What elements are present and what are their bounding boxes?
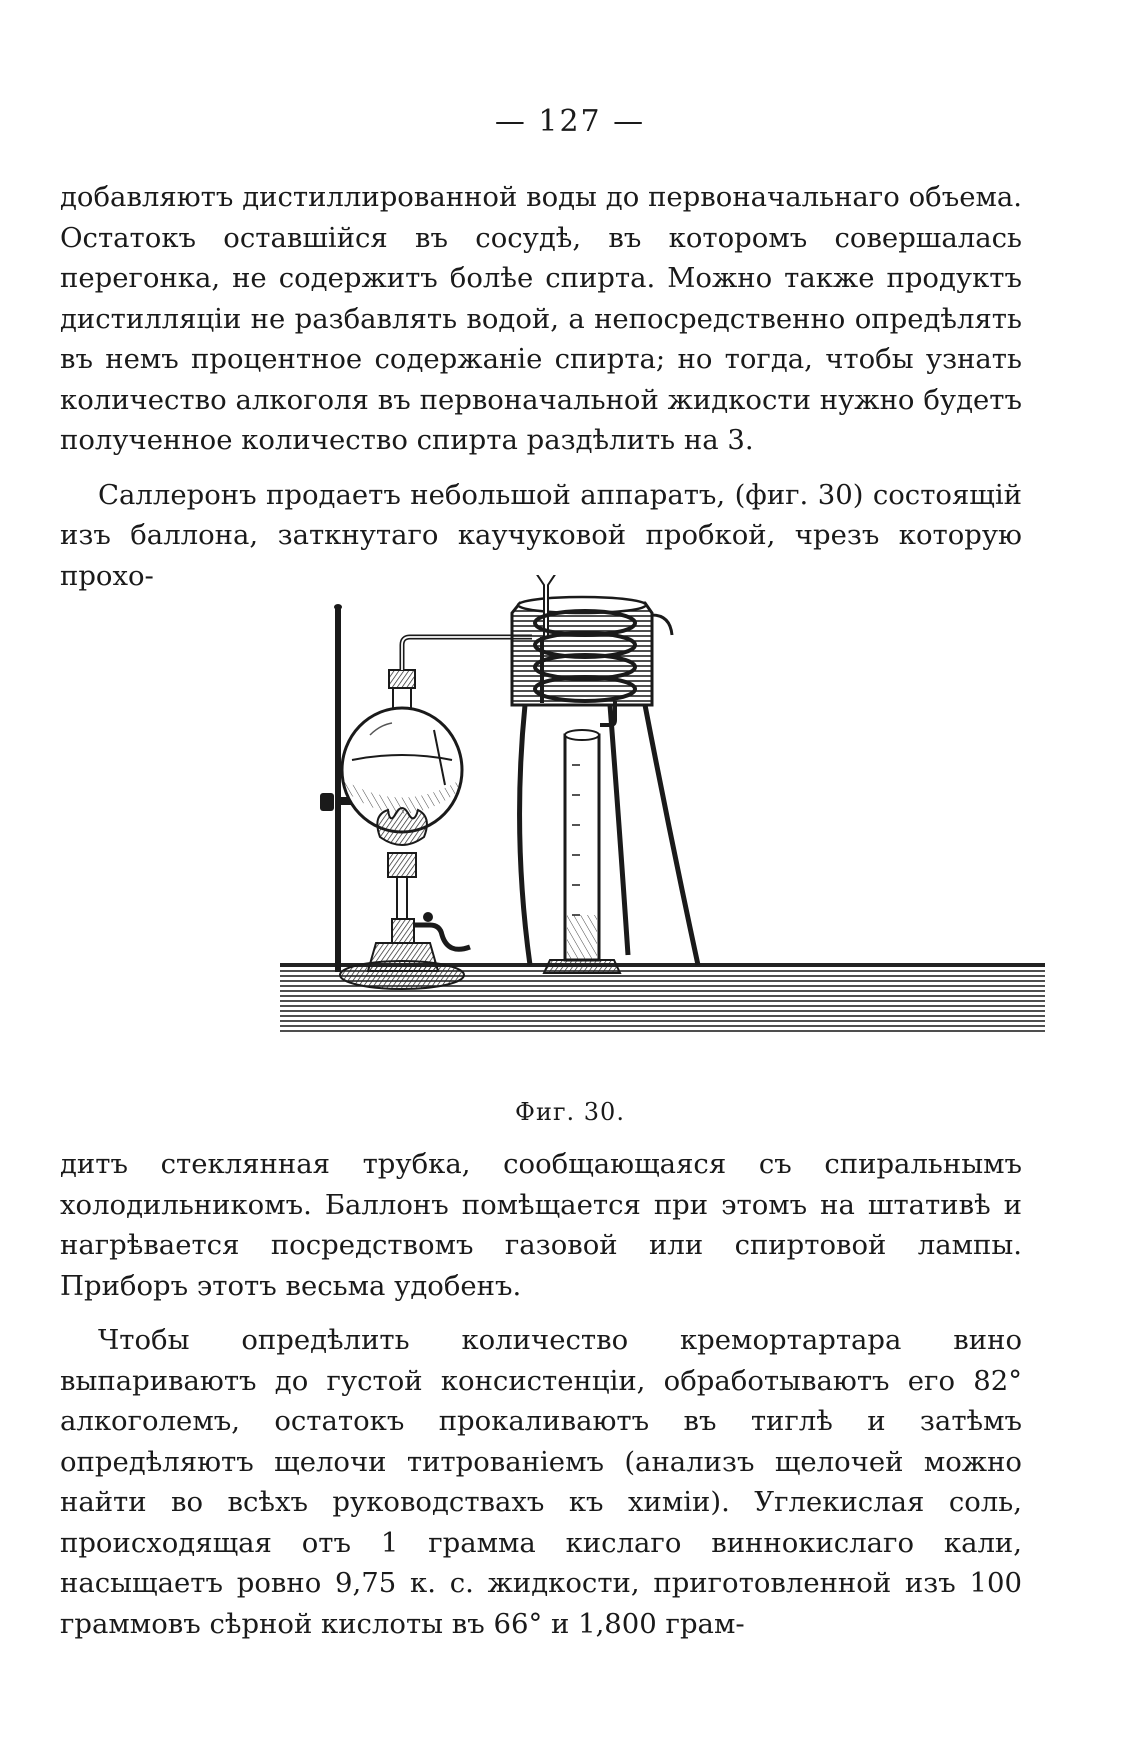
paragraph-salleron: Саллеронъ продаетъ небольшой аппаратъ, (фиг. 30) состоящій изъ баллона, заткнутаго каучуковой пробкой, чрезъ которую прохо-: [60, 478, 1022, 592]
bottom-text-block: [60, 1144, 1022, 1644]
top-text-block: [60, 177, 1022, 596]
paragraph-continued: добавляютъ дистиллированной воды до первоначальнаго объема. Остатокъ оставшійся въ сосудѣ, въ которомъ совершалась перегонка, не содержитъ болѣе спирта. Можно также продуктъ дистилляціи не разбавлять водой, а непосредственно опредѣлять въ немъ процентное содержаніе спирта; но тогда, чтобы узнать количество алкоголя въ первоначальной жидкости нужно будетъ полученное количество спирта раздѣлить на 3.: [60, 181, 1022, 456]
graduated-cylinder: [544, 730, 620, 973]
figure-distillation-apparatus: [280, 575, 1050, 1060]
distillation-apparatus-illustration: [280, 575, 1050, 1060]
paragraph-continued-after-figure: дитъ стеклянная трубка, сообщающаяся съ спиральнымъ холодильникомъ. Баллонъ помѣщается при этомъ на штативѣ и нагрѣвается посредствомъ газовой или спиртовой лампы. Приборъ этотъ весьма удобенъ.: [60, 1148, 1022, 1302]
page-number: — 127 —: [494, 104, 646, 139]
figure-caption: Фиг. 30.: [515, 1098, 625, 1126]
gas-lamp: [340, 808, 470, 989]
paragraph-cream-of-tartar: Чтобы опредѣлить количество кремортартара вино выпариваютъ до густой консистенціи, обработываютъ его 82° алкоголемъ, остатокъ прокаливаютъ въ тиглѣ и затѣмъ опредѣляютъ щелочи титрованіемъ (анализъ щелочей можно найти во всѣхъ руководствахъ къ химіи). Углекислая соль, происходящая отъ 1 грамма кислаго виннокислаго кали, насыщаетъ ровно 9,75 к. с. жидкости, приготовленной изъ 100 граммовъ сѣрной кислоты въ 66° и 1,800 грам-: [60, 1324, 1022, 1640]
tripod-legs: [520, 705, 698, 965]
